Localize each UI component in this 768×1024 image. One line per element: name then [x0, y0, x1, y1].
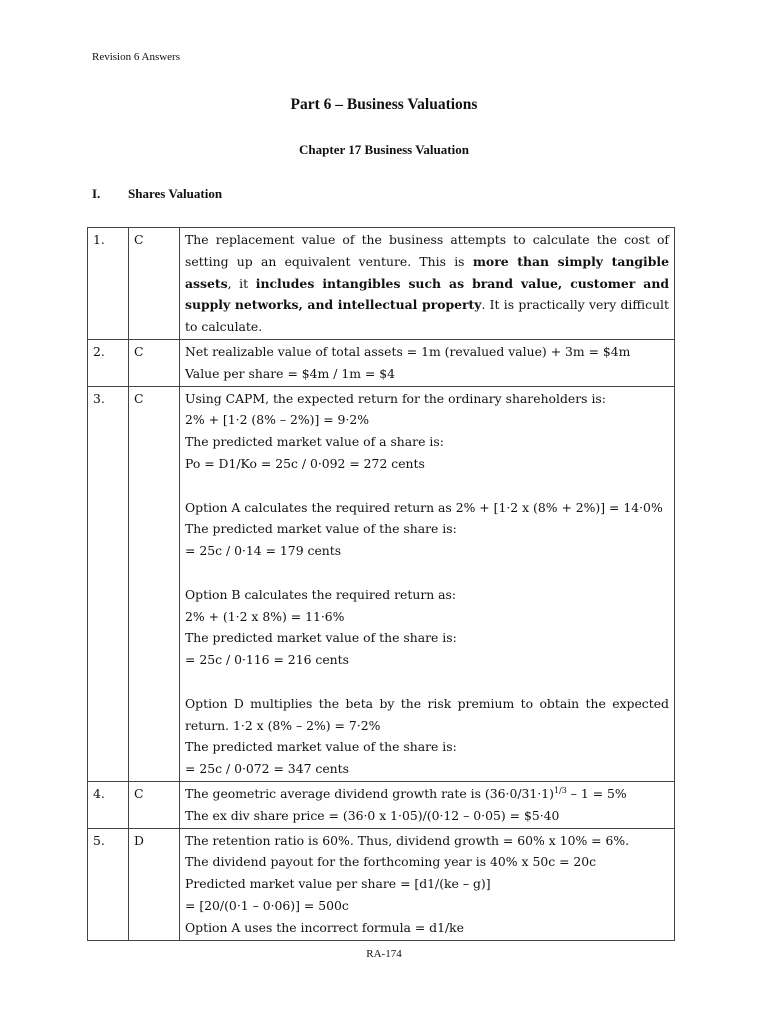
answer-letter: C: [129, 386, 180, 781]
explanation-line: = 25c / 0·116 = 216 cents: [185, 652, 349, 668]
question-number: 3.: [88, 386, 129, 781]
table-row: [88, 828, 675, 940]
explanation: [180, 828, 675, 940]
question-number: 1.: [88, 228, 129, 340]
explanation-line: = 25c / 0·14 = 179 cents: [185, 543, 342, 559]
spacer: [185, 671, 669, 693]
table-row: [88, 228, 675, 340]
question-number: 2.: [88, 339, 129, 386]
explanation-line: The predicted market value of the share is:: [185, 630, 457, 646]
explanation-line: Option D multiplies the beta by the risk premium to obtain the expected return. 1·2 x (8% – 2%) = 7·2%: [185, 695, 669, 733]
explanation-line: Po = D1/Ko = 25c / 0·092 = 272 cents: [185, 455, 425, 471]
explanation-line: The geometric average dividend growth rate is $(36\cdot 0/31\cdot 1)^{1/3} - 1 = 5\%$: [185, 785, 627, 801]
emphasis: more than simply tangible assets: [185, 253, 670, 291]
answer-letter: C: [129, 339, 180, 386]
chapter-title: Chapter 17 Business Valuation: [299, 142, 469, 157]
explanation-line: 2% + [1·2 (8% – 2%)] = 9·2%: [185, 412, 370, 428]
explanation-line: 2% + (1·2 x 8%) = 11·6%: [185, 608, 345, 624]
explanation-line: = 25c / 0·072 = 347 cents: [185, 761, 349, 777]
spacer: [185, 475, 669, 497]
answers-table: [87, 227, 675, 941]
exponent: 1/3: [553, 785, 567, 795]
part-title: Part 6 – Business Valuations: [290, 96, 478, 113]
explanation-line: Option B calculates the required return as:: [185, 586, 457, 602]
explanation: [180, 339, 675, 386]
table-row: [88, 339, 675, 386]
answer-letter: D: [129, 828, 180, 940]
emphasis: includes intangibles such as brand value, customer and supply networks, and intellectual property: [185, 275, 669, 313]
spacer: [185, 562, 669, 584]
explanation: [180, 386, 675, 781]
explanation-line: Value per share = $4m / 1m = $4: [185, 365, 396, 381]
explanation-line: The retention ratio is 60%. Thus, dividend growth = 60% x 10% = 6%.: [185, 832, 630, 848]
explanation-line: The dividend payout for the forthcoming year is 40% x 50c = 20c: [185, 854, 597, 870]
explanation-line: The predicted market value of the share is:: [185, 521, 457, 537]
explanation-line: Option A calculates the required return as 2% + [1·2 x (8% + 2%)] = 14·0%: [185, 499, 663, 515]
section-heading: [92, 186, 222, 202]
explanation-line: Predicted market value per share = [d1/(ke – g)]: [185, 876, 491, 892]
question-number: 5.: [88, 828, 129, 940]
explanation-line: The predicted market value of a share is:: [185, 434, 444, 450]
question-number: 4.: [88, 781, 129, 828]
explanation-line: = [20/(0·1 – 0·06)] = 500c: [185, 897, 349, 913]
explanation-line: Using CAPM, the expected return for the ordinary shareholders is:: [185, 390, 606, 406]
explanation: [180, 228, 675, 340]
explanation: [180, 781, 675, 828]
explanation-line: The predicted market value of the share is:: [185, 739, 457, 755]
answer-letter: C: [129, 781, 180, 828]
explanation-line: The ex div share price = (36·0 x 1·05)/(0·12 – 0·05) = $5·40: [185, 807, 560, 823]
section-title: Shares Valuation: [128, 186, 223, 201]
explanation-line: Net realizable value of total assets = 1m (revalued value) + 3m = $4m: [185, 343, 631, 359]
explanation-paragraph: The replacement value of the business attempts to calculate the cost of setting up an equivalent venture. This is more than simply tangible assets, it includes intangibles such as brand value, customer and supply networks, and intellectual property. It is practically very difficult to calculate.: [185, 232, 670, 335]
table-row: [88, 781, 675, 828]
section-number: I.: [92, 186, 101, 201]
answer-letter: C: [129, 228, 180, 340]
explanation-line: Option A uses the incorrect formula = d1/ke: [185, 919, 465, 935]
page-number: RA-174: [366, 948, 402, 960]
running-header: Revision 6 Answers: [92, 51, 180, 63]
table-row: [88, 386, 675, 781]
